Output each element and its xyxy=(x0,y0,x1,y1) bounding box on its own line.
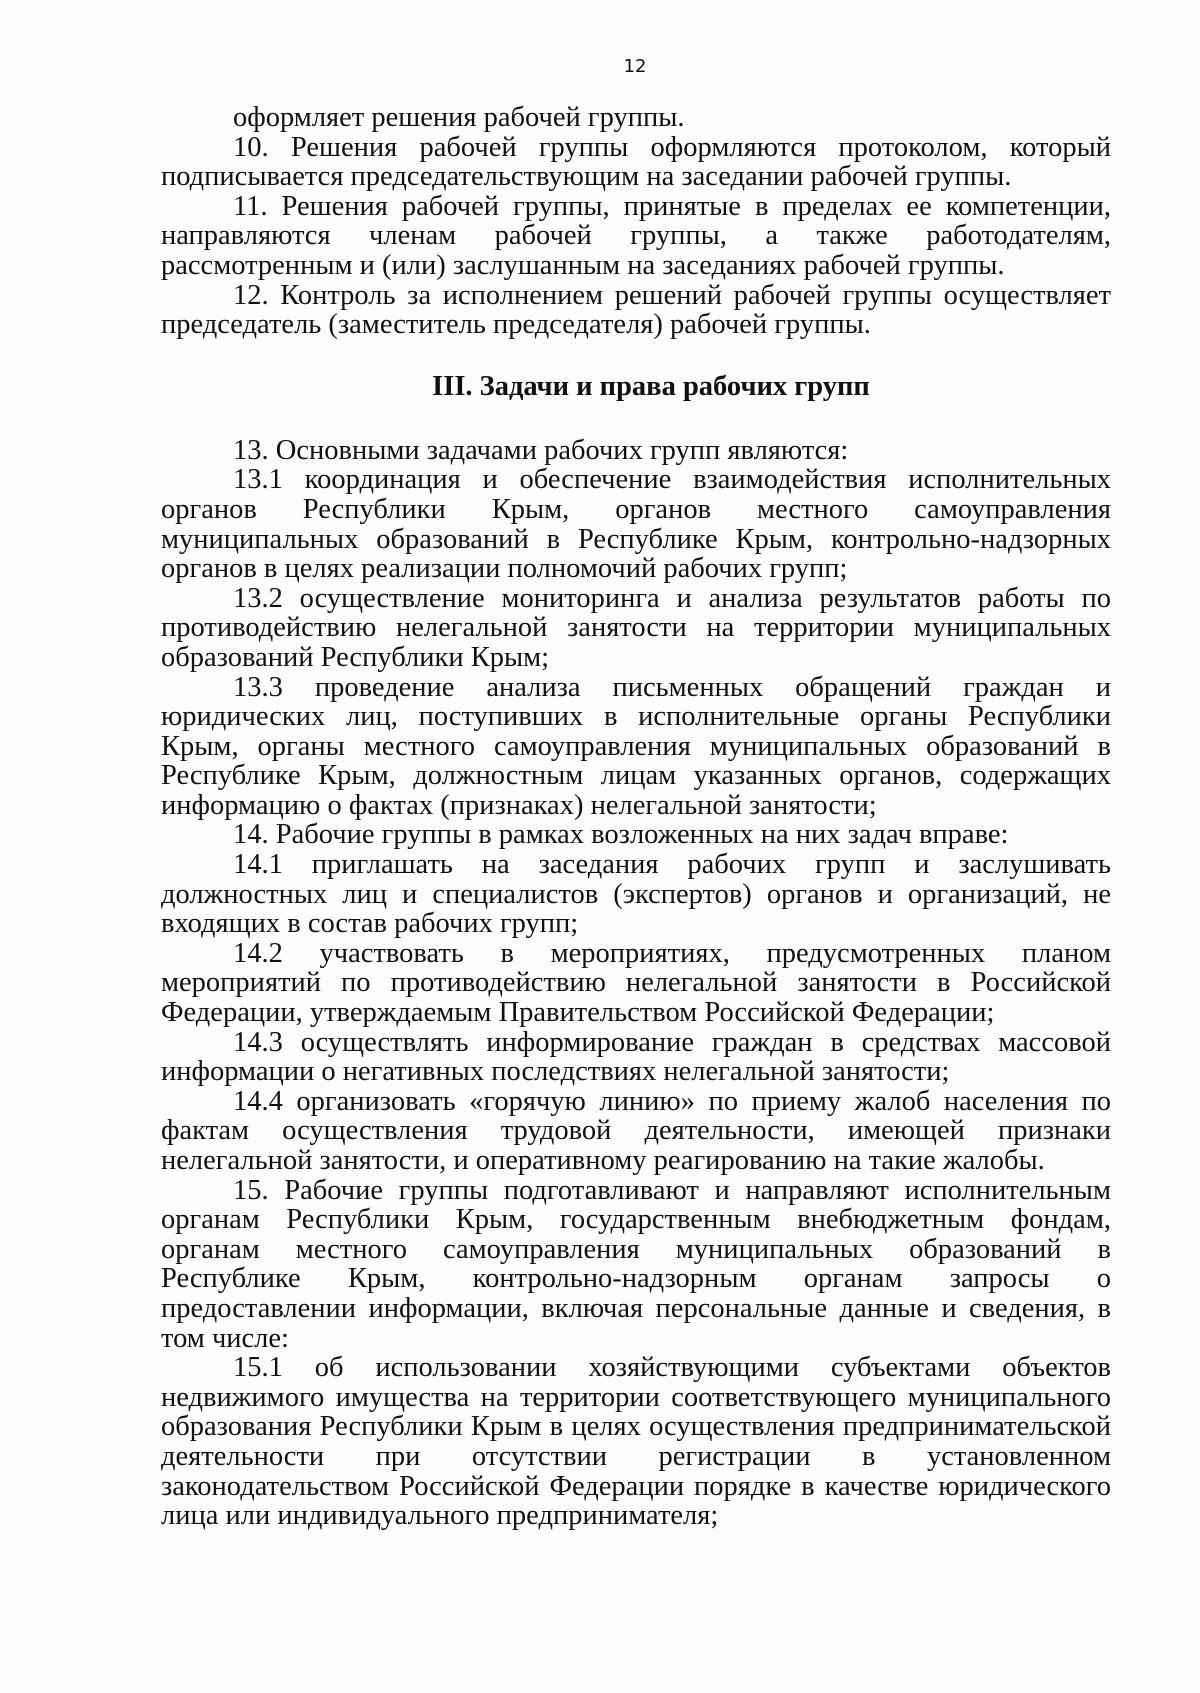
paragraph-13-2: 13.2 осуществление мониторинга и анализа результатов работы по противодействию нелегальной занятости на территории муниципальных образований Республики Крым; xyxy=(161,582,1111,673)
paragraph-14-4: 14.4 организовать «горячую линию» по приему жалоб населения по фактам осуществления трудовой деятельности, имеющей признаки нелегальной занятости, и оперативному реагированию на такие жалобы. xyxy=(161,1085,1111,1176)
paragraph-11: 11. Решения рабочей группы, принятые в пределах ее компетенции, направляются членам рабочей группы, а также работодателям, рассмотренным и (или) заслушанным на заседаниях рабочей группы. xyxy=(161,190,1111,281)
paragraph-15-1: 15.1 об использовании хозяйствующими субъектами объектов недвижимого имущества на территории соответствующего муниципального образования Республики Крым в целях осуществления предпринимательской деятельности при отсутствии регистрации в установленном законодательством Российской Федерации порядке в качестве юридического лица или индивидуального предпринимателя; xyxy=(161,1352,1111,1532)
paragraph-14-3: 14.3 осуществлять информирование граждан в средствах массовой информации о негативных последствиях нелегальной занятости; xyxy=(161,1026,1111,1088)
section-heading: III. Задачи и права рабочих групп xyxy=(432,370,870,402)
paragraph-10: 10. Решения рабочей группы оформляются протоколом, который подписывается председательствующим на заседании рабочей группы. xyxy=(161,131,1111,193)
paragraph-12: 12. Контроль за исполнением решений рабочей группы осуществляет председатель (заместитель председателя) рабочей группы. xyxy=(161,279,1111,341)
document-body xyxy=(161,103,1111,1531)
paragraph-14: 14. Рабочие группы в рамках возложенных на них задач вправе: xyxy=(233,819,1009,851)
paragraph-14-1: 14.1 приглашать на заседания рабочих групп и заслушивать должностных лиц и специалистов (экспертов) органов и организаций, не входящих в состав рабочих групп; xyxy=(161,849,1111,940)
paragraph-13-3: 13.3 проведение анализа письменных обращений граждан и юридических лиц, поступивших в исполнительные органы Республики Крым, органы местного самоуправления муниципальных образований в Республике Крым, должностным лицам указанных органов, содержащих информацию о фактах (признаках) нелегальной занятости; xyxy=(161,671,1111,821)
paragraph-continuation: оформляет решения рабочей группы. xyxy=(233,102,685,133)
paragraph-13-1: 13.1 координация и обеспечение взаимодействия исполнительных органов Республики Крым, органов местного самоуправления муниципальных образований в Республике Крым, контрольно-надзорных органов в целях реализации полномочий рабочих групп; xyxy=(161,464,1111,585)
paragraph-14-2: 14.2 участвовать в мероприятиях, предусмотренных планом мероприятий по противодействию нелегальной занятости в Российской Федерации, утверждаемым Правительством Российской Федерации; xyxy=(161,937,1111,1029)
page-number: 12 xyxy=(623,56,647,77)
paragraph-13: 13. Основными задачами рабочих групп являются: xyxy=(233,434,849,466)
paragraph-15: 15. Рабочие группы подготавливают и направляют исполнительным органам Республики Крым, государственным внебюджетным фондам, органам местного самоуправления муниципальных образований в Республике Крым, контрольно-надзорным органам запросы о предоставлении информации, включая персональные данные и сведения, в том числе: xyxy=(161,1174,1111,1354)
